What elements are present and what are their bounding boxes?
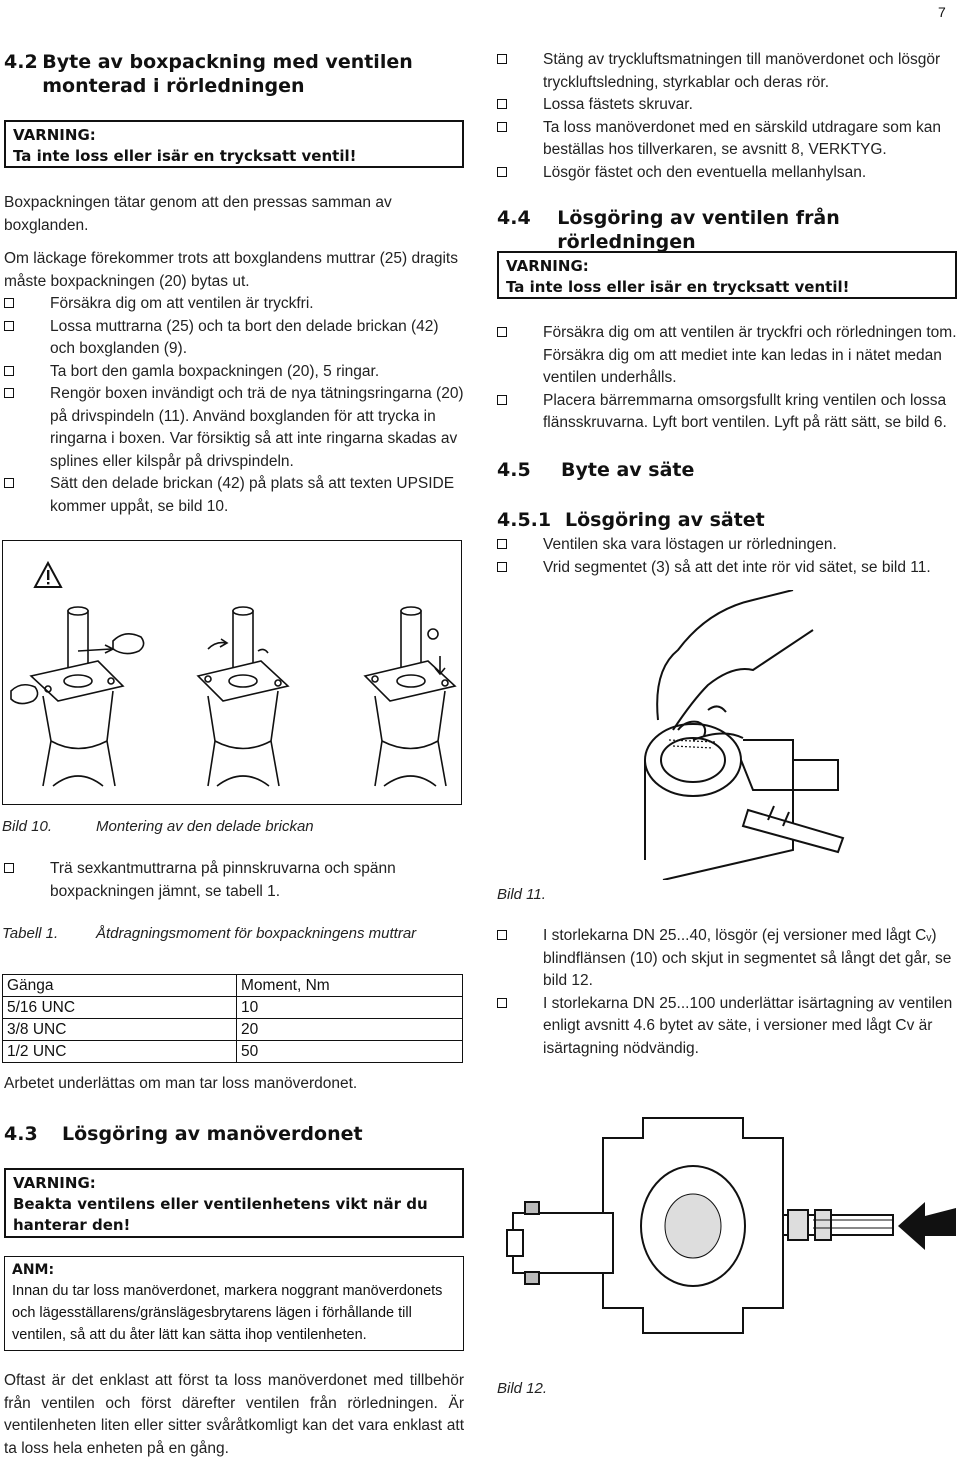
table-1-label: Tabell 1. — [2, 925, 59, 942]
checkbox-icon — [4, 298, 14, 308]
checkbox-icon — [497, 54, 507, 64]
list-item: Rengör boxen invändigt och trä de nya tätningsringarna (20) på drivspindeln (11). Använd boxglanden för att trycka in ringarna i boxen. Var försiktig så att inte ringarna skadas av splines eller kilspår på drivspindeln. — [4, 383, 464, 473]
figure-12-label: Bild 12. — [497, 1380, 548, 1397]
checkbox-icon — [497, 562, 507, 572]
bullet-list-4-2 — [4, 293, 464, 518]
heading-4-4: 4.4 Lösgöring av ventilen från rörledningen — [497, 207, 840, 253]
table-1-caption: Åtdragningsmoment för boxpackningens muttrar — [96, 925, 417, 942]
torque-table — [2, 974, 463, 1063]
paragraph-lackage: Om läckage förekommer trots att boxglandens muttrar (25) dragits måste boxpackningen (20) bytas ut. — [4, 250, 458, 290]
list-item: Vrid segmentet (3) så att det inte rör vid sätet, se bild 11. — [497, 557, 960, 580]
list-item: Ta loss manöverdonet med en särskild utdragare som kan beställas hos tillverkaren, se avsnitt 8, VERKTYG. — [497, 117, 957, 162]
paragraph-4-3: Oftast är det enklast att först ta loss manöverdonet med tillbehör från ventilen och först därefter ventilen från rörledningen. Är ventilenheten liten eller sitter svåråtkomligt kan det vara enklast att ta loss hela enheten på en gång. — [4, 1372, 464, 1457]
table-row: 3/8 UNC 20 — [3, 1019, 463, 1041]
list-item: Lösgör fästet och den eventuella mellanhylsan. — [497, 162, 957, 185]
list-item: Ventilen ska vara löstagen ur rörledningen. — [497, 534, 960, 557]
list-item: Försäkra dig om att ventilen är tryckfri och rörledningen tom. Försäkra dig om att mediet inte kan ledas in i nätet medan ventilen underhålls. — [497, 322, 957, 390]
figure-11-label: Bild 11. — [497, 886, 546, 903]
heading-4-5: 4.5 Byte av säte — [497, 459, 695, 481]
warning-triangle-icon — [35, 563, 61, 587]
table-row: 5/16 UNC 10 — [3, 997, 463, 1019]
list-item: I storlekarna DN 25...100 underlättar isärtagning av ventilen enligt avsnitt 4.6 bytet av säte, i versioner med lågt Cv är isärtagning nödvändig. — [497, 993, 960, 1061]
list-item: Placera bärremmarna omsorgsfullt kring ventilen och lossa flänsskruvarna. Lyft bort ventilen. Lyft på rätt sätt, se bild 6. — [497, 390, 957, 435]
list-item: Stäng av tryckluftsmatningen till manöverdonet och lösgör tryckluftsledning, styrkablar och deras rör. — [497, 49, 957, 94]
note-box: ANM: Innan du tar loss manöverdonet, markera noggrant manöverdonets och lägesställarens/gränslägesbrytarens lägen i förhållande till ventilen, så att du åter lätt kan sätta ihop ventilenheten. — [4, 1256, 464, 1351]
checkbox-icon — [4, 478, 14, 488]
list-item: Försäkra dig om att ventilen är tryckfri. — [4, 293, 464, 316]
heading-4-5-1: 4.5.1 Lösgöring av sätet — [497, 509, 765, 531]
heading-4-2: 4.2 Byte av boxpackning med ventilen monterad i rörledningen — [4, 51, 413, 97]
checkbox-icon — [497, 998, 507, 1008]
warning-box-4-4: VARNING: Ta inte loss eller isär en trycksatt ventil! — [497, 251, 957, 299]
bullet-list-4-4 — [497, 322, 957, 435]
page-number: 7 — [938, 4, 946, 20]
table-row: 1/2 UNC 50 — [3, 1041, 463, 1063]
list-item: Ta bort den gamla boxpackningen (20), 5 ringar. — [4, 361, 464, 384]
list-item: Lossa muttrarna (25) och ta bort den delade brickan (42) och boxglanden (9). — [4, 316, 464, 361]
figure-10-caption: Montering av den delade brickan — [96, 818, 314, 835]
figure-11 — [493, 590, 960, 880]
checkbox-icon — [497, 930, 507, 940]
list-item: Sätt den delade brickan (42) på plats så att texten UPSIDE kommer uppåt, se bild 10. — [4, 473, 464, 518]
bullet-list-tighten — [4, 858, 464, 903]
paragraph-boxpackning: Boxpackningen tätar genom att den pressas samman av boxglanden. — [4, 194, 392, 234]
checkbox-icon — [497, 395, 507, 405]
list-item: I storlekarna DN 25...40, lösgör (ej versioner med lågt Cᵥ) blindflänsen (10) och skjut in segmentet så långt det går, se bild 12. — [497, 925, 960, 993]
checkbox-icon — [497, 539, 507, 549]
checkbox-icon — [497, 327, 507, 337]
figure-10 — [2, 540, 462, 805]
bullet-list-sizes — [497, 925, 960, 1060]
figure-12 — [493, 1078, 960, 1373]
checkbox-icon — [497, 167, 507, 177]
paragraph-after-table: Arbetet underlättas om man tar loss manöverdonet. — [4, 1075, 358, 1092]
section-4-2 — [4, 50, 464, 98]
figure-10-label: Bild 10. — [2, 818, 53, 835]
figure-10-drawing — [3, 541, 461, 804]
warning-box-4-2: VARNING: Ta inte loss eller isär en trycksatt ventil! — [4, 120, 464, 168]
bullet-list-actuator — [497, 49, 957, 184]
table-header-row: Gänga Moment, Nm — [3, 975, 463, 997]
checkbox-icon — [4, 388, 14, 398]
checkbox-icon — [497, 122, 507, 132]
heading-4-3: 4.3 Lösgöring av manöverdonet — [4, 1123, 363, 1145]
warning-box-4-3: VARNING: Beakta ventilens eller ventilenhetens vikt när du hanterar den! — [4, 1168, 464, 1238]
list-item: Lossa fästets skruvar. — [497, 94, 957, 117]
arrow-icon — [898, 1202, 956, 1250]
checkbox-icon — [4, 366, 14, 376]
checkbox-icon — [4, 863, 14, 873]
bullet-list-4-5-1 — [497, 534, 960, 579]
figure-12-drawing — [493, 1078, 960, 1373]
figure-11-drawing — [493, 590, 960, 880]
list-item: Trä sexkantmuttrarna på pinnskruvarna och spänn boxpackningen jämnt, se tabell 1. — [4, 858, 464, 903]
checkbox-icon — [4, 321, 14, 331]
checkbox-icon — [497, 99, 507, 109]
